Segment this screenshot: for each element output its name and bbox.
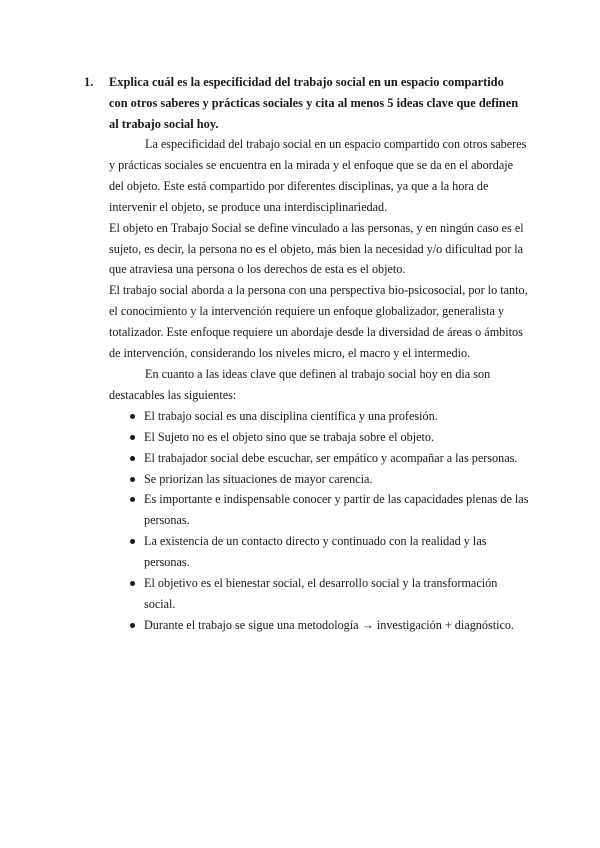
list-item xyxy=(109,427,529,448)
question-text: Explica cuál es la especificidad del trabajo social en un espacio compartido con otros saberes y prácticas sociales y cita al menos 5 ideas clave que definen al trabajo social hoy. xyxy=(109,75,519,131)
question-heading xyxy=(84,72,524,135)
paragraph-key-ideas-intro: En cuanto a las ideas clave que definen al trabajo social hoy en dia son destacables las siguientes: xyxy=(109,366,491,402)
bullet-icon xyxy=(130,414,135,419)
paragraph-specificity: La especificidad del trabajo social en un espacio compartido con otros saberes y prácticas sociales se encuentra en la mirada y el enfoque que se da en el abordaje del objeto. Este está compartido por diferentes disciplinas, ya que a la hora de intervenir el objeto, se produce una interdisciplinariedad. xyxy=(109,137,527,214)
key-ideas-list xyxy=(109,406,529,636)
list-item-text: Durante el trabajo se sigue una metodología → investigación + diagnóstico. xyxy=(144,617,515,632)
paragraph-approach: El trabajo social aborda a la persona con una perspectiva bio-psicosocial, por lo tanto, el conocimiento y la intervención requiere un enfoque globalizador, generalista y totalizador. Este enfoque requiere un abordaje desde la diversidad de áreas o ámbitos de intervención, considerando los niveles micro, el macro y el intermedio. xyxy=(109,283,528,361)
bullet-icon xyxy=(130,456,135,461)
list-item-text: Es importante e indispensable conocer y partir de las capacidades plenas de las personas. xyxy=(144,492,529,528)
list-item-text: La existencia de un contacto directo y continuado con la realidad y las personas. xyxy=(144,534,487,570)
list-item-text: El trabajo social es una disciplina científica y una profesión. xyxy=(144,408,438,423)
list-item xyxy=(109,531,529,573)
question-number: 1. xyxy=(84,75,94,89)
bullet-icon xyxy=(130,623,135,628)
list-item xyxy=(109,489,529,531)
answer-body xyxy=(109,134,529,636)
list-item xyxy=(109,615,529,636)
list-item-text: El Sujeto no es el objeto sino que se trabaja sobre el objeto. xyxy=(144,429,435,444)
list-item-text: Se priorizan las situaciones de mayor carencia. xyxy=(144,471,373,486)
bullet-icon xyxy=(130,497,135,502)
list-item xyxy=(109,448,529,469)
list-item xyxy=(109,469,529,490)
list-item-text: El trabajador social debe escuchar, ser empático y acompañar a las personas. xyxy=(144,450,518,465)
bullet-icon xyxy=(130,477,135,482)
bullet-icon xyxy=(130,435,135,440)
list-item xyxy=(109,406,529,427)
paragraph-object: El objeto en Trabajo Social se define vinculado a las personas, y en ningún caso es el sujeto, es decir, la persona no es el objeto, más bien la necesidad y/o dificultad por la que atraviesa una persona o los derechos de esta es el objeto. xyxy=(109,220,524,277)
bullet-icon xyxy=(130,539,135,544)
bullet-icon xyxy=(130,581,135,586)
list-item xyxy=(109,573,529,615)
list-item-text: El objetivo es el bienestar social, el desarrollo social y la transformación social. xyxy=(144,576,498,611)
